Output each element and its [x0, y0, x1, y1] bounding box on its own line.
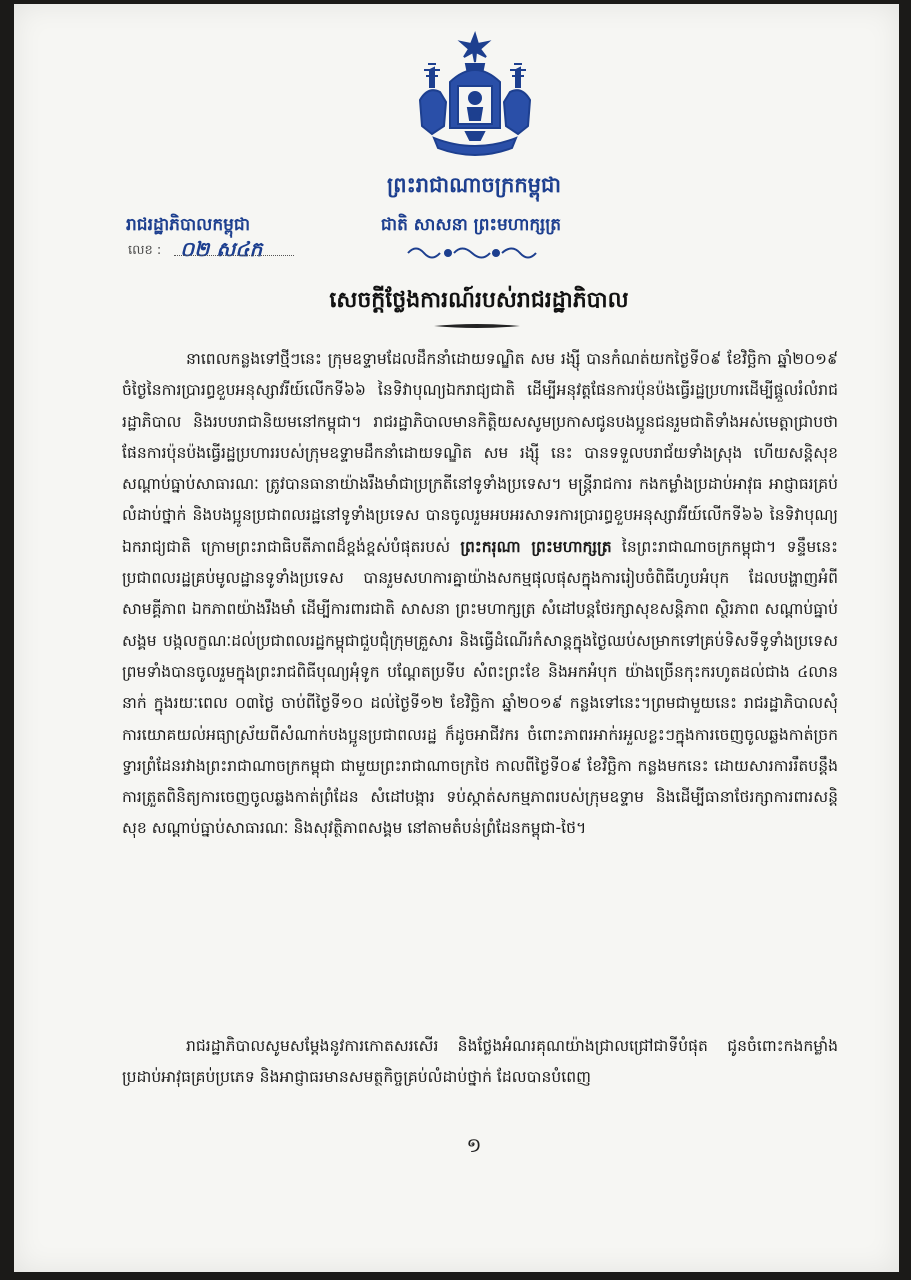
page-number: ១: [466, 1133, 482, 1157]
kingdom-title: ព្រះរាជាណាចក្រកម្ពុជា: [386, 173, 561, 197]
paragraph-1-text-b: នៃព្រះរាជាណាចក្រកម្ពុជា។ ទន្ទឹមនេះ ប្រជាពលរដ្ឋគ្រប់មូលដ្ឋានទូទាំងប្រទេស បានរួមសហការគ្នាយ៉ាងសកម្មផុលផុសក្នុងការរៀបចំពិធីហូបអំបុក ដែលបង្ហាញអំពីសាមគ្គីភាព ឯកភាពយ៉ាងរឹងមាំ ដើម្បីការពារជាតិ សាសនា ព្រះមហាក្សត្រ សំដៅបន្តថែរក្សាសុខសន្តិភាព ស្ថិរភាព សណ្តាប់ធ្នាប់សង្គម បង្កលក្ខណៈដល់ប្រជាពលរដ្ឋកម្ពុជាជួបជុំក្រុមគ្រួសារ និងធ្វើដំណើរកំសាន្តក្នុងថ្ងៃឈប់សម្រាកទៅគ្រប់ទិសទីទូទាំងប្រទេស ព្រមទាំងបានចូលរួមក្នុងព្រះរាជពិធីបុណ្យអុំទូក បណ្តែតប្រទីប សំពះព្រះខែ និងអកអំបុក យ៉ាងច្រើនកុះករហូតដល់ជាង ៤លាននាក់ ក្នុងរយៈពេល ០៣ថ្ងៃ ចាប់ពីថ្ងៃទី១០ ដល់ថ្ងៃទី១២ ខែវិច្ឆិកា ឆ្នាំ២០១៩ កន្លងទៅនេះ។ព្រមជាមួយនេះ រាជរដ្ឋាភិបាលសុំការយោគយល់អធ្យាស្រ័យពីសំណាក់បងប្អូនប្រជាពលរដ្ឋ ក៏ដូចអាជីវករ ចំពោះភាពរអាក់រអួលខ្លះៗក្នុងការចេញចូលឆ្លងកាត់ច្រកទ្វារព្រំដែនរវាងព្រះរាជាណាចក្រកម្ពុជា ជាមួយព្រះរាជាណាចក្រថៃ កាលពីថ្ងៃទី០៩ ខែវិច្ឆិកា កន្លងមកនេះ ដោយសារការរឹតបន្តឹងការត្រួតពិនិត្យការចេញចូលឆ្លងកាត់ព្រំដែន សំដៅបង្ការ ទប់ស្កាត់សកម្មភាពរបស់ក្រុមឧទ្ទាម និងដើម្បីធានាថែរក្សាការពារសន្តិសុខ សណ្តាប់ធ្នាប់សាធារណៈ និងសុវត្ថិភាពសង្គម នៅតាមតំបន់ព្រំដែនកម្ពុជា-ថៃ។: [122, 537, 838, 838]
national-motto: ជាតិ សាសនា ព្រះមហាក្សត្រ: [380, 215, 562, 235]
document-page: [14, 4, 899, 1272]
title-underline-ornament: [434, 322, 520, 330]
issuing-office: រាជរដ្ឋាភិបាលកម្ពុជា: [126, 215, 251, 235]
paragraph-2: រាជរដ្ឋាភិបាលសូមសម្តែងនូវការកោតសរសើរ និងថ្លែងអំណរគុណយ៉ាងជ្រាលជ្រៅជាទីបំផុត ជូនចំពោះកងកម្លាំងប្រដាប់អាវុធគ្រប់ប្រភេទ និងអាជ្ញាធរមានសមត្ថកិច្ចគ្រប់លំដាប់ថ្នាក់ ដែលបានបំពេញ: [122, 1037, 838, 1087]
paragraph-1-bold-royal-title: ព្រះករុណា ព្រះមហាក្សត្រ: [460, 537, 612, 556]
reference-number: ០២ ស៤ក: [180, 237, 263, 261]
ornamental-flourish-icon: [402, 242, 542, 264]
reference-dotted-line: [174, 255, 294, 256]
paragraph-1: [122, 344, 838, 845]
royal-coat-of-arms-icon: [410, 30, 540, 162]
reference-label: លេខ :: [128, 243, 162, 258]
paragraph-1-text-a: នាពេលកន្លងទៅថ្មីៗនេះ ក្រុមឧទ្ទាមដែលដឹកនាំដោយទណ្ឌិត សម រង្ស៊ី បានកំណត់យកថ្ងៃទី០៩ ខែវិច្ឆិកា ឆ្នាំ២០១៩ ចំថ្ងៃនៃការប្រារព្ធខួបអនុស្សាវរីយ៍លើកទី៦៦ នៃទិវាបុណ្យឯករាជ្យជាតិ ដើម្បីអនុវត្តផែនការប៉ុនប៉ងធ្វើរដ្ឋប្រហារដើម្បីផ្តួលរំលំរាជរដ្ឋាភិបាល និងរបបរាជានិយមនៅកម្ពុជា។ រាជរដ្ឋាភិបាលមានកិត្តិយសសូមប្រកាសជូនបងប្អូនជនរួមជាតិទាំងអស់មេត្តាជ្រាបថា ផែនការប៉ុនប៉ងធ្វើរដ្ឋប្រហាររបស់ក្រុមឧទ្ទាមដឹកនាំដោយទណ្ឌិត សម រង្ស៊ី នេះ បានទទួលបរាជ័យទាំងស្រុង ហើយសន្តិសុខ សណ្តាប់ធ្នាប់សាធារណៈ ត្រូវបានធានាយ៉ាងរឹងមាំជាប្រក្រតីនៅទូទាំងប្រទេស។ មន្ត្រីរាជការ កងកម្លាំងប្រដាប់អាវុធ អាជ្ញាធរគ្រប់លំដាប់ថ្នាក់ និងបងប្អូនប្រជាពលរដ្ឋនៅទូទាំងប្រទេស បានចូលរួមអបអរសាទរការប្រារព្ធខួបអនុស្សាវរីយ៍លើកទី៦៦ នៃទិវាបុណ្យឯករាជ្យជាតិ ក្រោមព្រះរាជាធិបតីភាពដ៏ខ្ពង់ខ្ពស់បំផុតរបស់: [122, 350, 838, 556]
document-title: សេចក្តីថ្លែងការណ៍របស់រាជរដ្ឋាភិបាល: [329, 288, 629, 313]
